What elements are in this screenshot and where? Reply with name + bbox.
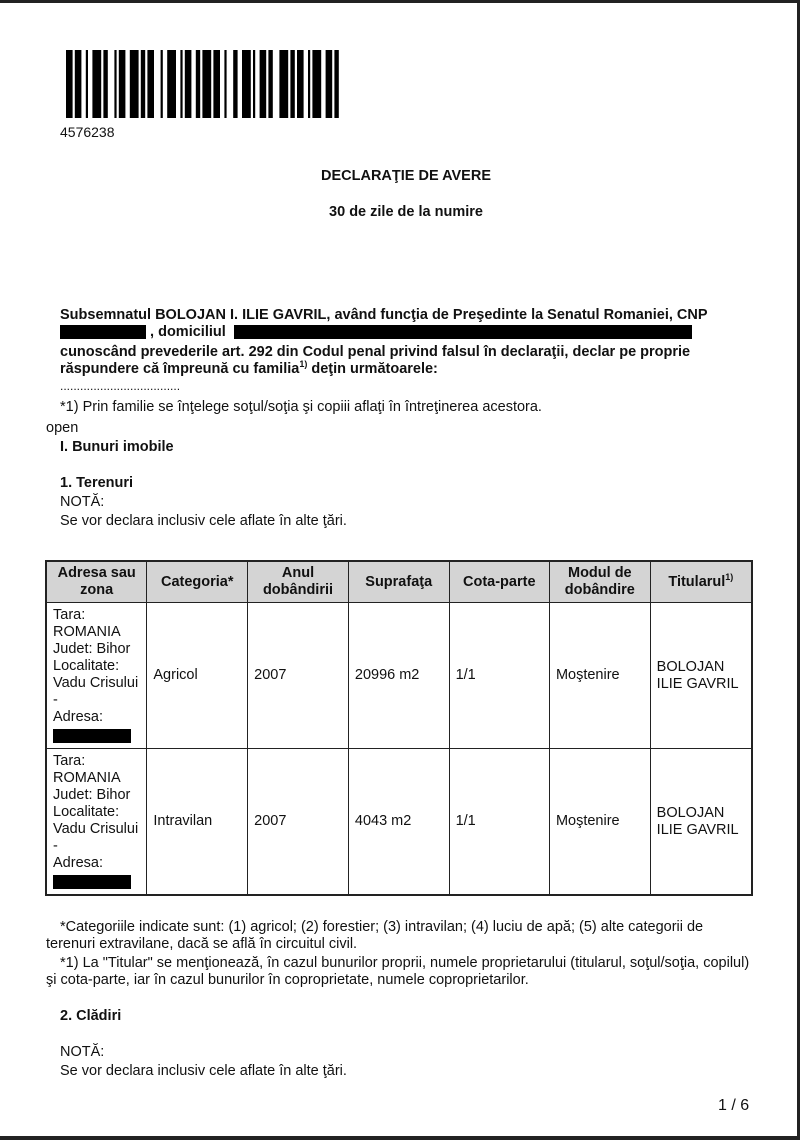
table-row <box>46 749 752 896</box>
intro-line-cnp <box>60 324 692 340</box>
cell-owner: BOLOJAN ILIE GAVRIL <box>650 749 752 896</box>
table-header-row <box>46 561 752 603</box>
intro-line-1: Subsemnatul BOLOJAN I. ILIE GAVRIL, având funcţia de Preşedinte la Senatul Romaniei, CNP <box>60 307 708 323</box>
land-table <box>45 560 753 896</box>
open-label: open <box>46 420 79 436</box>
cell-address <box>46 749 147 896</box>
section-heading-cladiri: 2. Clădiri <box>60 1008 122 1024</box>
cell-year: 2007 <box>248 603 349 749</box>
domiciliu-label: , domiciliul <box>150 324 226 340</box>
cell-mode: Moştenire <box>549 749 650 896</box>
nota-label-2: NOTĂ: <box>60 1044 105 1060</box>
address-text: Tara: ROMANIA Judet: Bihor Localitate: Vadu Crisului - Adresa: <box>53 753 139 872</box>
col-header-owner <box>650 561 752 603</box>
cell-area: 20996 m2 <box>348 603 449 749</box>
nota-text: Se vor declara inclusiv cele aflate în alte ţări. <box>60 513 347 529</box>
col-header-address: Adresa sau zona <box>46 561 147 603</box>
redacted-address <box>234 325 692 339</box>
redacted-land-address <box>53 875 131 889</box>
cell-share: 1/1 <box>449 603 549 749</box>
document-subtitle: 30 de zile de la numire <box>329 204 483 220</box>
intro-line-3 <box>60 361 438 377</box>
section-heading-terenuri: 1. Terenuri <box>60 475 134 491</box>
col-header-category: Categoria* <box>147 561 248 603</box>
family-footnote: *1) Prin familie se înţelege soţul/soţia şi copiii aflaţi în întreţinerea acestora. <box>60 399 542 415</box>
footnote-categories: *Categoriile indicate sunt: (1) agricol; (2) forestier; (3) intravilan; (4) luciu de apă; (5) alte categorii de terenuri extravilane, dacă se află în circuitul civil. <box>46 919 704 952</box>
address-text: Tara: ROMANIA Judet: Bihor Localitate: Vadu Crisului - Adresa: <box>53 607 139 726</box>
footnote-titular: *1) La "Titular" se menţionează, în cazul bunurilor proprii, numele proprietarului (titularul, soţul/soţia, copilul) şi cota-parte, iar în cazul bunurilor în coproprietate, numele coproprietarilor. <box>46 955 750 988</box>
document-title: DECLARAŢIE DE AVERE <box>321 168 491 184</box>
page-bottom-border <box>0 1136 800 1140</box>
barcode-image <box>66 50 436 118</box>
cell-category: Intravilan <box>147 749 248 896</box>
cell-address <box>46 603 147 749</box>
col-header-year: Anul dobândirii <box>248 561 349 603</box>
col-header-area: Suprafaţa <box>348 561 449 603</box>
intro-line-3-end: deţin următoarele: <box>307 361 438 377</box>
nota-text-2: Se vor declara inclusiv cele aflate în alte ţări. <box>60 1063 347 1079</box>
nota-label: NOTĂ: <box>60 494 105 510</box>
cell-mode: Moştenire <box>549 603 650 749</box>
intro-line-2: cunoscând prevederile art. 292 din Codul penal privind falsul în declaraţii, declar pe proprie <box>60 344 691 360</box>
table-row <box>46 603 752 749</box>
redacted-cnp <box>60 325 146 339</box>
owner-header-footnote: 1) <box>725 571 734 582</box>
section-heading-imobile: I. Bunuri imobile <box>60 439 174 455</box>
cell-area: 4043 m2 <box>348 749 449 896</box>
page-number: 1 / 6 <box>718 1097 750 1114</box>
intro-line-3-text: răspundere că împreună cu familia <box>60 361 300 377</box>
owner-header-text: Titularul <box>668 573 726 590</box>
footnote-ref: 1) <box>299 359 308 370</box>
redacted-land-address <box>53 729 131 743</box>
barcode-number: 4576238 <box>60 124 115 140</box>
dotted-placeholder: .................................... <box>60 379 181 393</box>
col-header-share: Cota-parte <box>449 561 549 603</box>
col-header-mode: Modul de dobândire <box>549 561 650 603</box>
cell-owner: BOLOJAN ILIE GAVRIL <box>650 603 752 749</box>
cell-category: Agricol <box>147 603 248 749</box>
page-top-border <box>0 0 800 3</box>
cell-share: 1/1 <box>449 749 549 896</box>
cell-year: 2007 <box>248 749 349 896</box>
